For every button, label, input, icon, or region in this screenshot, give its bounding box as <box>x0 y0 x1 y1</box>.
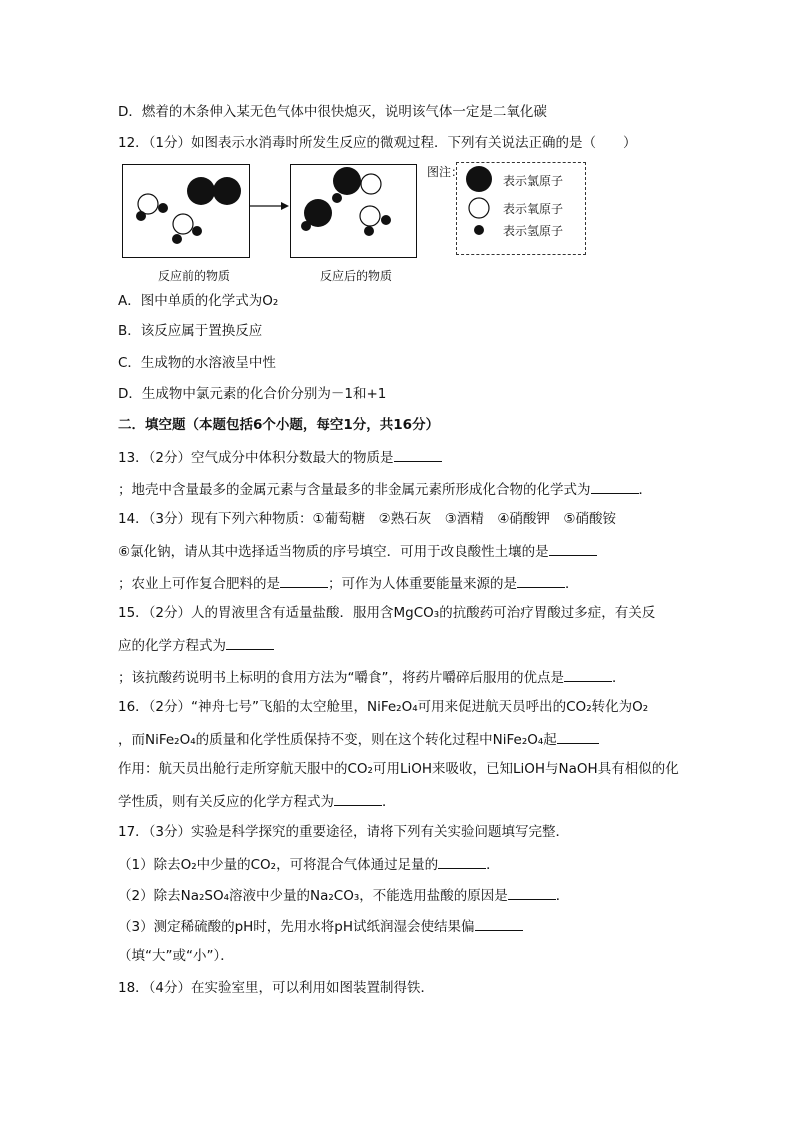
q16-line-1: 16．（2分）“神舟七号”飞船的太空舱里，NiFe₂O₄可用来促进航天员呼出的CO₂转化为O₂ <box>118 699 649 715</box>
q15-line-1: 15．（2分）人的胃液里含有适量盐酸．服用含MgCO₃的抗酸药可治疗胃酸过多症，有关反 <box>118 605 656 621</box>
hydrogen-atom <box>301 221 311 231</box>
q12-option-c: C．生成物的水溶液呈中性 <box>118 355 276 371</box>
hydrogen-atom <box>136 211 146 221</box>
q13-line-2: ；地壳中含量最多的金属元素与含量最多的非金属元素所形成化合物的化学式为 ． <box>118 479 652 499</box>
answer-blank[interactable] <box>334 791 382 806</box>
q17-line-5: （填“大”或“小”）． <box>118 948 234 964</box>
legend-label-chlorine: 表示氯原子 <box>503 174 564 188</box>
q14-line-2: ⑥氯化钠，请从其中选择适当物质的序号填空．可用于改良酸性土壤的是 <box>118 541 597 561</box>
q14-line-1: 14．（3分）现有下列六种物质：①葡萄糖 ②熟石灰 ③酒精 ④硝酸钾 ⑤硝酸铵 <box>118 511 617 527</box>
answer-blank[interactable] <box>226 635 274 650</box>
q15-line-3: ；该抗酸药说明书上标明的食用方法为“嚼食”，将药片嚼碎后服用的优点是 ． <box>118 667 626 687</box>
q11-option-d: D．燃着的木条伸入某无色气体中很快熄灭，说明该气体一定是二氧化碳 <box>118 104 547 120</box>
q17-line-4: （3）测定稀硫酸的pH时，先用水将pH试纸润湿会使结果偏 <box>118 916 523 936</box>
answer-blank[interactable] <box>508 885 556 900</box>
answer-blank[interactable] <box>517 573 565 588</box>
q15-line-2: 应的化学方程式为 <box>118 635 274 655</box>
legend-title: 图注： <box>427 165 464 179</box>
q16-line-2: ，而NiFe₂O₄的质量和化学性质保持不变，则在这个转化过程中NiFe₂O₄起 <box>118 729 599 749</box>
q16-line-4: 学性质，则有关反应的化学方程式为 ． <box>118 791 396 811</box>
hydrogen-atom <box>192 226 202 236</box>
q13-line-1: 13．（2分）空气成分中体积分数最大的物质是 <box>118 447 442 467</box>
hydrogen-atom <box>381 215 391 225</box>
q12-stem: 12．（1分）如图表示水消毒时所发生反应的微观过程．下列有关说法正确的是（ ） <box>118 135 637 151</box>
q16-line-3: 作用：航天员出舱行走所穿航天服中的CO₂可用LiOH来吸收，已知LiOH与NaOH具有相似的化 <box>118 761 679 777</box>
answer-blank[interactable] <box>280 573 328 588</box>
chlorine-atom <box>213 177 241 205</box>
hydrogen-atom <box>158 203 168 213</box>
chlorine-atom <box>333 167 361 195</box>
answer-blank[interactable] <box>549 541 597 556</box>
hydrogen-atom <box>172 234 182 244</box>
q14-line-3: ；农业上可作复合肥料的是 ；可作为人体重要能量来源的是 ． <box>118 573 579 593</box>
answer-blank[interactable] <box>438 854 486 869</box>
q17-line-2: （1）除去O₂中少量的CO₂，可将混合气体通过足量的 ． <box>118 854 500 874</box>
reaction-arrow-head <box>281 202 289 210</box>
q17-line-1: 17．（3分）实验是科学探究的重要途径，请将下列有关实验问题填写完整． <box>118 824 570 840</box>
q12-option-d: D．生成物中氯元素的化合价分别为－1和+1 <box>118 386 387 402</box>
legend-label-hydrogen: 表示氢原子 <box>503 224 564 238</box>
q12-option-a: A．图中单质的化学式为O₂ <box>118 293 279 309</box>
q18-stem: 18．（4分）在实验室里，可以利用如图装置制得铁． <box>118 980 435 996</box>
chlorine-atom <box>187 177 215 205</box>
answer-blank[interactable] <box>557 729 599 744</box>
oxygen-atom <box>361 174 381 194</box>
answer-blank[interactable] <box>394 447 442 462</box>
q12-option-b: B．该反应属于置换反应 <box>118 323 263 339</box>
oxygen-atom <box>173 214 193 234</box>
hydrogen-atom <box>364 226 374 236</box>
caption-before: 反应前的物质 <box>158 269 231 283</box>
section-2-heading: 二．填空题（本题包括6个小题，每空1分，共16分） <box>118 417 440 433</box>
reaction-diagram <box>0 0 794 300</box>
hydrogen-atom <box>332 193 342 203</box>
legend-label-oxygen: 表示氧原子 <box>503 202 564 216</box>
q17-line-3: （2）除去Na₂SO₄溶液中少量的Na₂CO₃，不能选用盐酸的原因是 ． <box>118 885 569 905</box>
caption-after: 反应后的物质 <box>320 269 393 283</box>
answer-blank[interactable] <box>591 479 639 494</box>
answer-blank[interactable] <box>564 667 612 682</box>
answer-blank[interactable] <box>475 916 523 931</box>
oxygen-atom <box>360 206 380 226</box>
